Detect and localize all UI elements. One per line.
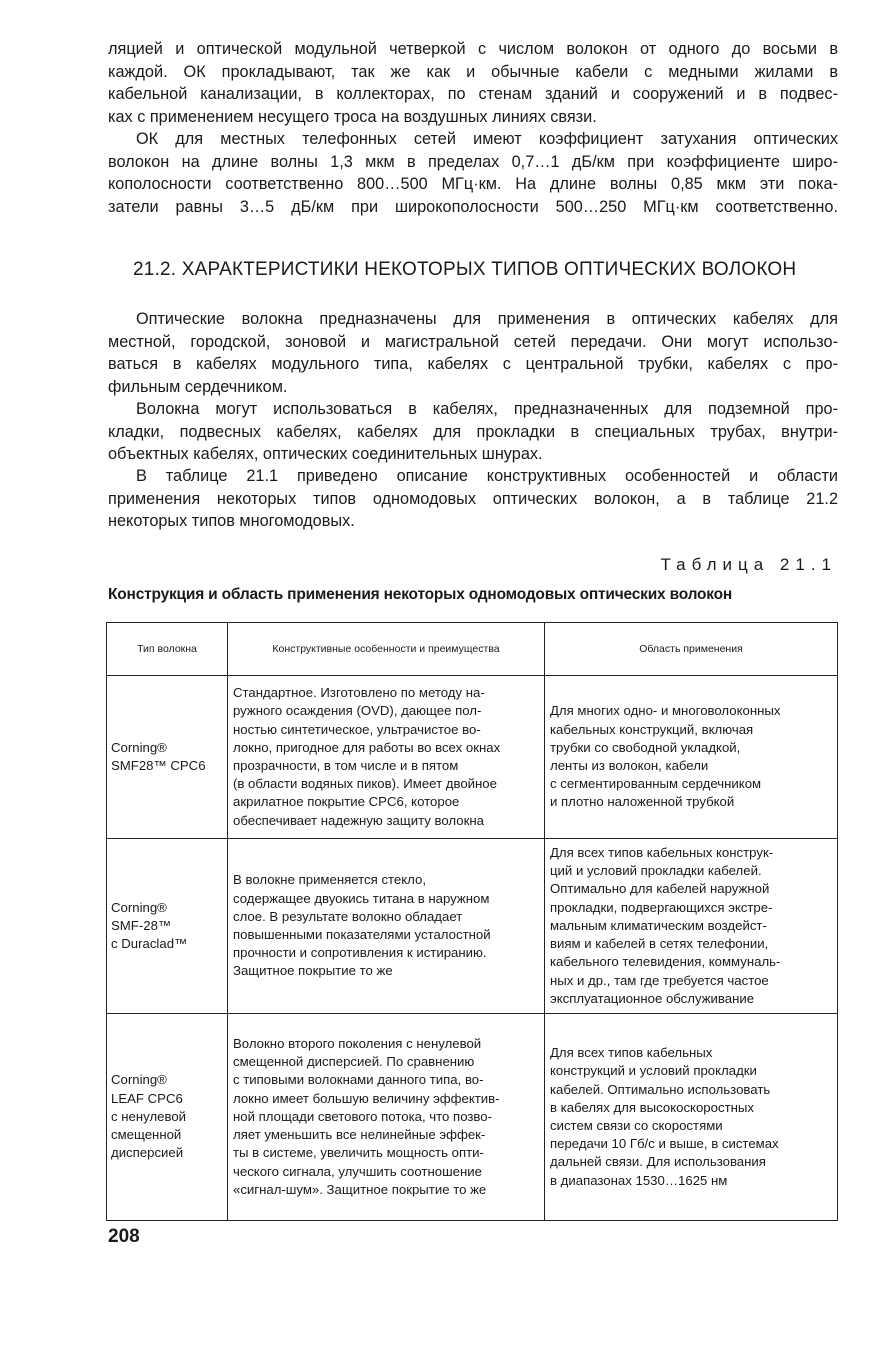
paragraph-table-reference: [108, 465, 838, 533]
column-header-application: Область применения: [545, 623, 838, 676]
cell-line: ружного осаждения (OVD), дающее пол-: [233, 703, 482, 719]
cell-line: LEAF CPC6: [111, 1090, 183, 1106]
text-line: некоторых типов многомодовых.: [108, 512, 355, 531]
cell-fiber-type: [107, 839, 228, 1014]
text-line: применения некоторых типов одномодовых оптических волокон, а в таблице 21.2: [108, 489, 838, 508]
cell-line: прочности и сопротивления к истиранию.: [233, 945, 487, 961]
text-line: Волокна могут использоваться в кабелях, предназначенных для подземной про-: [136, 400, 838, 418]
table-row: [107, 676, 838, 839]
cell-line: Corning®: [111, 1072, 167, 1088]
cell-features: [228, 839, 545, 1014]
cell-line: дальней связи. Для использования: [550, 1154, 766, 1170]
cell-line: прокладки, подвергающихся экстре-: [550, 899, 773, 915]
cell-line: Corning®: [111, 739, 167, 755]
cell-line: ций и условий прокладки кабелей.: [550, 863, 762, 879]
cell-line: мальным климатическим воздейст-: [550, 917, 767, 933]
cell-line: «сигнал-шум». Защитное покрытие то же: [233, 1181, 487, 1197]
text-line: Оптические волокна предназначены для применения в оптических кабелях для: [136, 310, 838, 328]
column-header-fiber-type: Тип волокна: [107, 623, 228, 676]
text-line: ОК для местных телефонных сетей имеют коэффициент затухания оптических: [136, 130, 838, 148]
text-line: каждой. ОК прокладывают, так же как и обычные кабели с медными жилами в: [108, 62, 838, 81]
cell-line: В волокне применяется стекло,: [233, 872, 427, 888]
text-line: затели равны 3…5 дБ/км при широкополосности 500…250 МГц·км соответственно.: [108, 197, 838, 216]
cell-line: Волокно второго поколения с ненулевой: [233, 1036, 482, 1052]
cell-line: смещенной дисперсией. По сравнению: [233, 1054, 475, 1070]
cell-line: конструкций и условий прокладки: [550, 1063, 757, 1079]
cell-features: [228, 676, 545, 839]
paragraph-attenuation: [108, 128, 838, 218]
cell-fiber-type: [107, 1014, 228, 1221]
cell-line: дисперсией: [111, 1145, 184, 1161]
cell-features: [228, 1014, 545, 1221]
cell-line: Для всех типов кабельных: [550, 1045, 713, 1061]
text-line: волокон на длине волны 1,3 мкм в пределах 0,7…1 дБ/км при коэффициенте широ-: [108, 152, 838, 171]
cell-line: ческого сигнала, улучшить соотношение: [233, 1163, 482, 1179]
table-number-label: Таблица 21.1: [660, 555, 837, 574]
cell-line: повышенными показателями усталостной: [233, 927, 491, 942]
cell-line: Corning®: [111, 899, 167, 915]
text-line: фильным сердечником.: [108, 377, 288, 396]
cell-line: акрилатное покрытие CPC6, которое: [233, 794, 460, 810]
cell-line: ляет уменьшить все нелинейные эффек-: [233, 1127, 486, 1143]
cell-line: Защитное покрытие то же: [233, 963, 393, 979]
cell-line: с ненулевой: [111, 1108, 187, 1124]
cell-line: и плотно наложенной трубкой: [550, 794, 735, 810]
paragraph-fiber-purpose: [108, 308, 838, 398]
cell-line: в кабелях для высокоскоростных: [550, 1099, 754, 1115]
paragraph-fiber-usage: [108, 398, 838, 466]
table-title: Конструкция и область применения некоторых одномодовых оптических волокон: [108, 586, 733, 603]
cell-line: кабельного телевидения, коммуналь-: [550, 954, 781, 970]
table-row: [107, 839, 838, 1014]
cell-line: эксплуатационное обслуживание: [550, 990, 755, 1006]
cell-line: SMF28™ CPC6: [111, 758, 206, 773]
cell-line: виям и кабелей в сетях телефонии,: [550, 936, 769, 952]
table-row: [107, 1014, 838, 1221]
text-line: В таблице 21.1 приведено описание конструктивных особенностей и области: [136, 467, 838, 485]
table-header-row: [107, 623, 838, 676]
paragraph-cable-installation: [108, 38, 838, 128]
cell-line: ной площади светового потока, что позво-: [233, 1108, 493, 1124]
cell-line: Оптимально для кабелей наружной: [550, 881, 770, 897]
cell-line: локно имеет большую величину эффектив-: [233, 1090, 500, 1106]
cell-line: трубки со свободной укладкой,: [550, 739, 741, 755]
text-line: кополосности соответственно 800…500 МГц·км. На длине волны 0,85 мкм эти пока-: [108, 175, 838, 194]
text-line: местной, городской, зоновой и магистральной сетей передачи. Они могут использо-: [108, 332, 838, 351]
cell-fiber-type: [107, 676, 228, 839]
page-number: 208: [108, 1226, 140, 1247]
cell-line: в диапазонах 1530…1625 нм: [550, 1172, 728, 1188]
cell-line: смещенной: [111, 1127, 182, 1143]
cell-application: [545, 1014, 838, 1221]
cell-line: ностью синтетическое, ультрачистое во-: [233, 721, 481, 737]
cell-line: Стандартное. Изготовлено по методу на-: [233, 685, 485, 701]
cell-line: кабельных конструкций, включая: [550, 721, 754, 737]
text-line: объектных кабелях, оптических соединительных шнурах.: [108, 445, 543, 464]
text-line: ляцией и оптической модульной четверкой с числом волокон от одного до восьми в: [108, 40, 838, 58]
cell-line: с типовыми волокнами данного типа, во-: [233, 1072, 484, 1088]
cell-line: с Duraclad™: [111, 936, 188, 952]
text-line: ках с применением несущего троса на воздушных линиях связи.: [108, 107, 597, 126]
cell-application: [545, 839, 838, 1014]
cell-line: слое. В результате волокно обладает: [233, 908, 463, 924]
cell-line: ленты из волокон, кабели: [550, 758, 709, 773]
cell-application: [545, 676, 838, 839]
cell-line: Для многих одно- и многоволоконных: [550, 703, 781, 719]
column-header-features: Конструктивные особенности и преимущества: [228, 623, 545, 676]
text-line: кабельной канализации, в коллекторах, по стенам зданий и сооружений и в подвес-: [108, 85, 838, 104]
cell-line: передачи 10 Гб/с и выше, в системах: [550, 1136, 779, 1152]
cell-line: (в области водяных пиков). Имеет двойное: [233, 776, 497, 792]
cell-line: ты в системе, увеличить мощность опти-: [233, 1145, 484, 1161]
cell-line: локно, пригодное для работы во всех окнах: [233, 739, 501, 755]
cell-line: обеспечивает надежную защиту волокна: [233, 812, 484, 828]
text-line: кладки, подвесных кабелях, кабелях для прокладки в специальных трубах, внутри-: [108, 422, 838, 441]
cell-line: прозрачности, в том числе и в пятом: [233, 758, 459, 773]
section-heading: 21.2. ХАРАКТЕРИСТИКИ НЕКОТОРЫХ ТИПОВ ОПТИЧЕСКИХ ВОЛОКОН: [133, 259, 797, 280]
cell-line: содержащее двуокись титана в наружном: [233, 890, 490, 906]
cell-line: SMF-28™: [111, 917, 172, 933]
cell-line: систем связи со скоростями: [550, 1118, 723, 1133]
fiber-types-table: [106, 622, 838, 1221]
cell-line: с сегментированным сердечником: [550, 776, 762, 792]
text-line: ваться в кабелях модульного типа, кабелях с центральной трубки, кабелях с про-: [108, 355, 838, 374]
cell-line: Для всех типов кабельных конструк-: [550, 845, 774, 861]
cell-line: ных и др., там где требуется частое: [550, 972, 769, 988]
cell-line: кабелей. Оптимально использовать: [550, 1081, 771, 1097]
